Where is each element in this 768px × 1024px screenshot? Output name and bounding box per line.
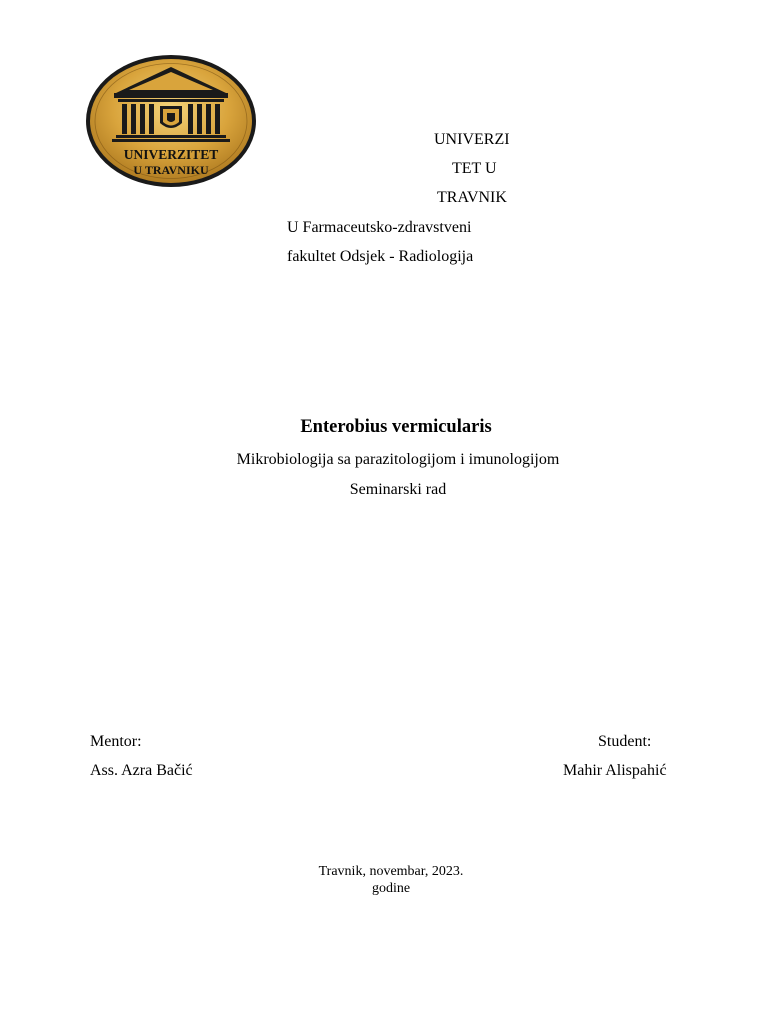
year-word: godine xyxy=(371,881,411,896)
student-name: Mahir Alispahić xyxy=(563,762,667,779)
student-label: Student: xyxy=(598,733,652,750)
document-subject: Mikrobiologija sa parazitologijom i imunologijom xyxy=(236,451,560,468)
logo-text-line2: U TRAVNIKU xyxy=(133,163,209,177)
university-name-line-2: TET U xyxy=(452,160,497,177)
university-name-line-3: TRAVNIK xyxy=(437,189,507,206)
mentor-label: Mentor: xyxy=(90,733,142,750)
university-name-line-1: UNIVERZI xyxy=(434,131,510,148)
document-type: Seminarski rad xyxy=(349,481,447,498)
place-date: Travnik, novembar, 2023. xyxy=(318,864,464,879)
logo-text-line1: UNIVERZITET xyxy=(123,147,219,162)
university-logo xyxy=(84,53,258,189)
mentor-name: Ass. Azra Bačić xyxy=(90,762,193,779)
faculty-line-2: fakultet Odsjek - Radiologija xyxy=(287,248,474,265)
document-title: Enterobius vermicularis xyxy=(300,417,492,437)
faculty-line-1: U Farmaceutsko-zdravstveni xyxy=(287,219,472,236)
